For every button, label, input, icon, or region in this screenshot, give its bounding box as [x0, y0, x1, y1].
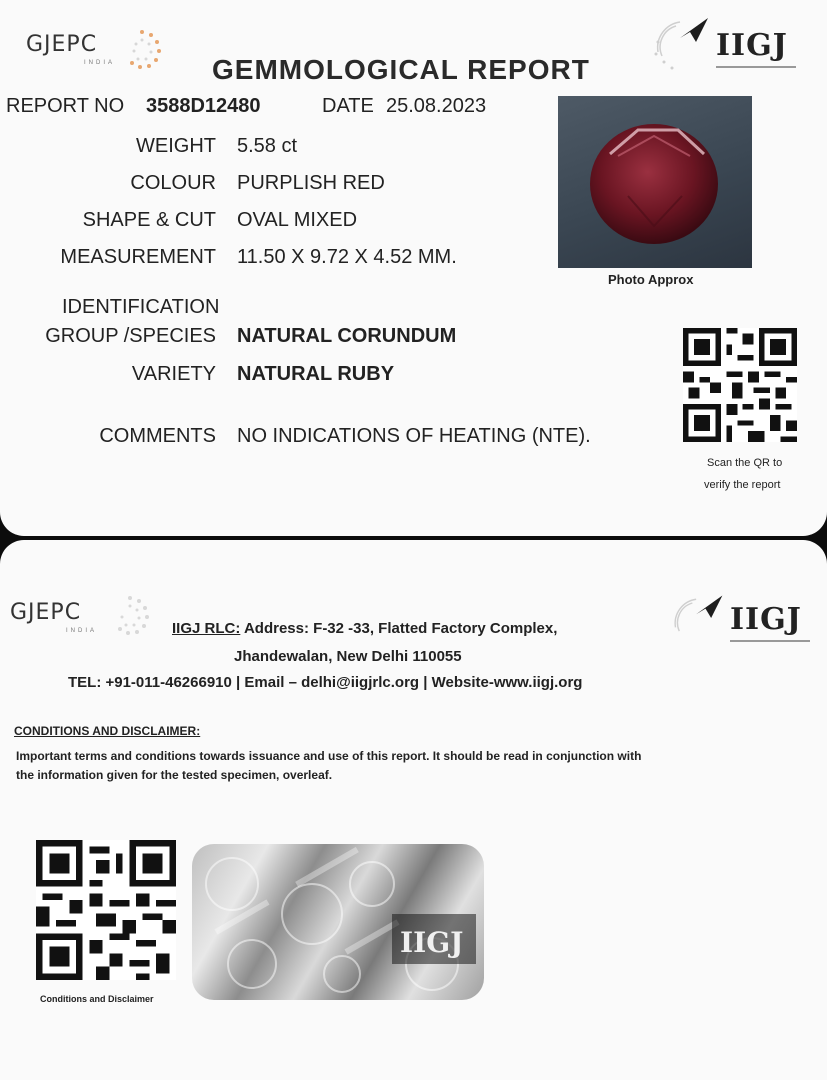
- gjepc-logo-text-back: GJEPC: [10, 600, 82, 625]
- security-hologram: [192, 844, 484, 1000]
- gjepc-logo: [22, 30, 172, 75]
- qr-caption-line-1: Scan the QR to: [707, 457, 783, 469]
- iigj-logo: [650, 12, 810, 72]
- iigj-logo-underline: [716, 66, 796, 68]
- iigj-logo-text: IIGJ: [716, 28, 788, 63]
- contact-line: TEL: +91-011-46266910 | Email – delhi@iigjrlc.org | Website-www.iigj.org: [68, 674, 583, 691]
- shape-cut-value: OVAL MIXED: [237, 209, 358, 231]
- gjepc-logo-back: [10, 596, 160, 641]
- date-label: DATE: [322, 95, 374, 117]
- iigj-logo-underline-back: [730, 640, 810, 642]
- verify-qr-code[interactable]: [683, 328, 797, 442]
- variety-value: NATURAL RUBY: [237, 363, 395, 385]
- iigj-logo-text-back: IIGJ: [730, 602, 802, 637]
- iigj-star-icon: [650, 12, 714, 72]
- hologram-iigj-text: IIGJ: [400, 926, 464, 959]
- gjepc-logo-sub-back: INDIA: [66, 628, 98, 634]
- gem-photo: [558, 96, 752, 268]
- iigj-logo-back: [668, 588, 818, 652]
- colour-value: PURPLISH RED: [237, 172, 385, 194]
- identification-label: IDENTIFICATION: [62, 296, 220, 318]
- address-line-1: [172, 620, 557, 637]
- address-line-2: Jhandewalan, New Delhi 110055: [234, 648, 462, 665]
- shape-cut-label: SHAPE & CUT: [82, 209, 216, 231]
- report-front-card: [0, 0, 827, 536]
- photo-caption: Photo Approx: [608, 272, 694, 287]
- colour-label: COLOUR: [130, 172, 216, 194]
- report-no-value: 3588D12480: [146, 95, 261, 117]
- group-species-value: NATURAL CORUNDUM: [237, 325, 457, 347]
- weight-label: WEIGHT: [136, 135, 216, 157]
- qr-caption-line-2: verify the report: [704, 479, 781, 491]
- comments-label: COMMENTS: [99, 425, 216, 447]
- page-title: GEMMOLOGICAL REPORT: [212, 54, 590, 85]
- weight-value: 5.58 ct: [237, 135, 298, 157]
- variety-label: VARIETY: [131, 363, 216, 385]
- conditions-qr-code[interactable]: [36, 840, 176, 980]
- sunburst-icon: [118, 26, 166, 74]
- address-text: Address: F-32 -33, Flatted Factory Complex,: [243, 620, 558, 637]
- sunburst-icon: [106, 592, 154, 640]
- iigj-star-icon: [668, 588, 728, 648]
- report-back-card: [0, 540, 827, 1080]
- report-no-label: REPORT NO: [6, 95, 125, 117]
- date-value: 25.08.2023: [386, 95, 487, 117]
- conditions-text-1: Important terms and conditions towards issuance and use of this report. It should be read in conjunction with: [16, 749, 642, 763]
- conditions-text-2: the information given for the tested specimen, overleaf.: [16, 768, 333, 782]
- gjepc-logo-text: GJEPC: [26, 32, 98, 57]
- group-species-label: GROUP /SPECIES: [45, 325, 216, 347]
- address-label: IIGJ RLC:: [172, 620, 241, 637]
- conditions-title: CONDITIONS AND DISCLAIMER:: [14, 724, 201, 738]
- comments-value: NO INDICATIONS OF HEATING (NTE).: [237, 425, 591, 447]
- measurement-value: 11.50 X 9.72 X 4.52 MM.: [237, 246, 457, 268]
- gjepc-logo-sub: INDIA: [84, 60, 116, 66]
- qr-caption-back: Conditions and Disclaimer: [40, 994, 154, 1004]
- measurement-label: MEASUREMENT: [60, 246, 216, 268]
- ruby-image: [558, 96, 752, 268]
